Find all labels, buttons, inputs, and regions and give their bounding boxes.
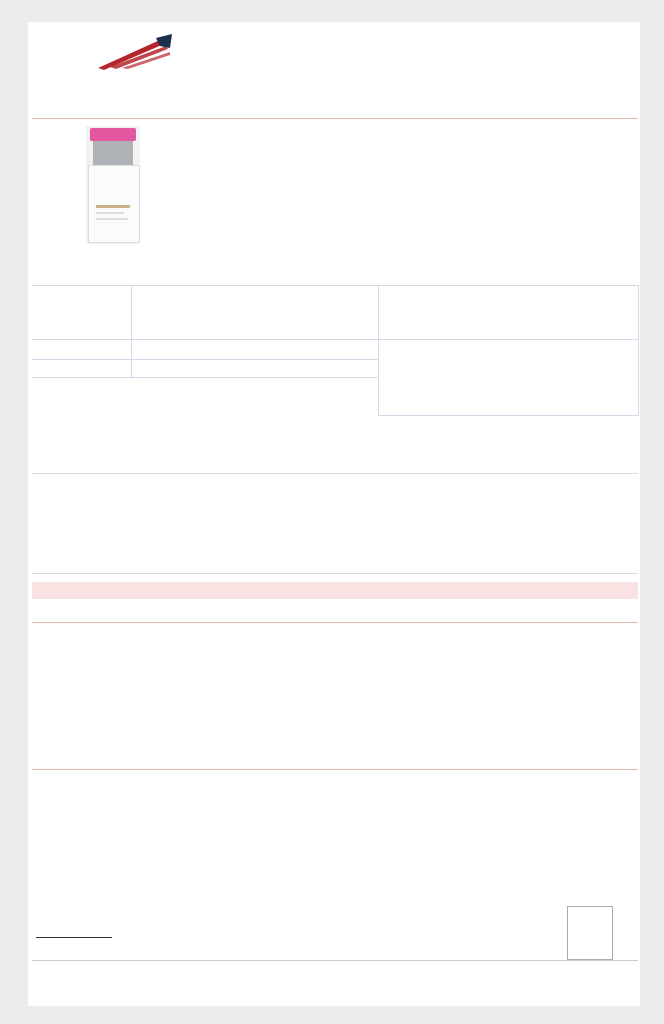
qr-code-icon <box>572 910 608 946</box>
sample-summary-table <box>32 285 638 415</box>
chromatogram-chart <box>78 622 638 754</box>
product-vial-image <box>86 126 140 244</box>
mass-spectrum-chart <box>68 802 608 894</box>
certificate-page <box>28 22 640 1006</box>
mass-divider <box>32 769 638 770</box>
flag-swoosh-icon <box>90 34 176 72</box>
qr-code[interactable] <box>567 906 613 960</box>
header-divider <box>32 118 638 119</box>
method-bar <box>32 582 638 599</box>
analytical-results-table <box>32 454 638 574</box>
